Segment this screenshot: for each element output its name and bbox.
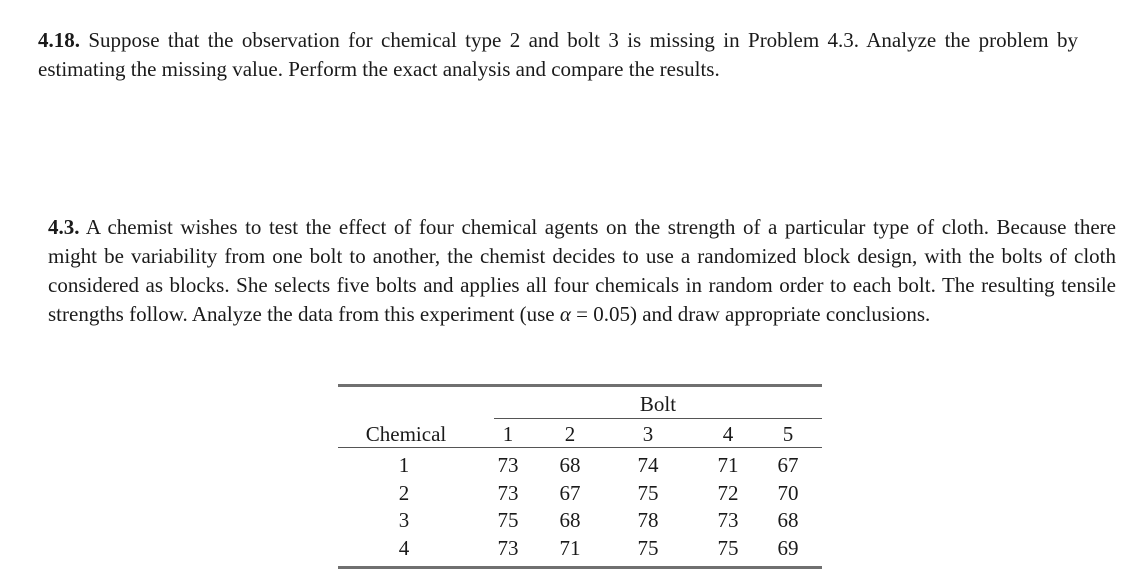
table-top-rule [338,384,822,387]
bolt-column-header: 1 [502,422,514,446]
table-cell: 67 [559,481,581,505]
table-cell: 74 [637,453,659,477]
bolt-column-header: 4 [722,422,734,446]
table-cell: 68 [777,508,799,532]
problem-4-18 [38,26,1078,84]
problem-4-3-text-end: ) and draw appropriate conclusions. [629,302,931,326]
table-cell: 68 [559,453,581,477]
bolt-column-header: 2 [564,422,576,446]
chemical-label: 2 [398,481,410,505]
alpha-symbol: α [559,302,571,326]
table-cell: 73 [497,453,519,477]
table-bottom-rule [338,566,822,569]
table-cell: 75 [717,536,739,560]
table-cell: 71 [717,453,739,477]
table-cell: 68 [559,508,581,532]
problem-4-18-text: Suppose that the observation for chemical type 2 and bolt 3 is missing in Problem 4.3. Analyze the problem by estimating the missing value. Perform the exact analysis and compare the results. [38,28,1078,81]
bolt-group-header: Bolt [639,392,677,416]
chemical-header: Chemical [365,422,447,446]
table-cell: 71 [559,536,581,560]
bolt-column-header: 5 [782,422,794,446]
table-cell: 69 [777,536,799,560]
chemical-label: 3 [398,508,410,532]
table-cell: 72 [717,481,739,505]
chemical-label: 1 [398,453,410,477]
table-cell: 75 [637,536,659,560]
chemical-label: 4 [398,536,410,560]
table-cell: 73 [497,481,519,505]
table-cell: 75 [637,481,659,505]
table-cell: 73 [717,508,739,532]
bolt-column-header: 3 [642,422,654,446]
table-cell: 78 [637,508,659,532]
table-cell: 70 [777,481,799,505]
table-cell: 75 [497,508,519,532]
table-cell: 73 [497,536,519,560]
problem-4-3-text: A chemist wishes to test the effect of four chemical agents on the strength of a particular type of cloth. Because there might be variability from one bolt to another, the chemist decides to use a randomized block design, with the bolts of cloth considered as blocks. She selects five bolts and applies all four chemicals in random order to each bolt. The resulting tensile strengths follow. Analyze the data from this experiment (use [48,215,1116,326]
table-cell: 67 [777,453,799,477]
problem-4-3 [48,213,1116,329]
alpha-value: = 0.05 [570,302,630,326]
table-group-rule [494,418,822,419]
problem-4-3-number: 4.3. [48,215,80,239]
table-header-rule [338,447,822,448]
problem-4-18-number: 4.18. [38,28,80,52]
tensile-strength-table [338,384,822,570]
